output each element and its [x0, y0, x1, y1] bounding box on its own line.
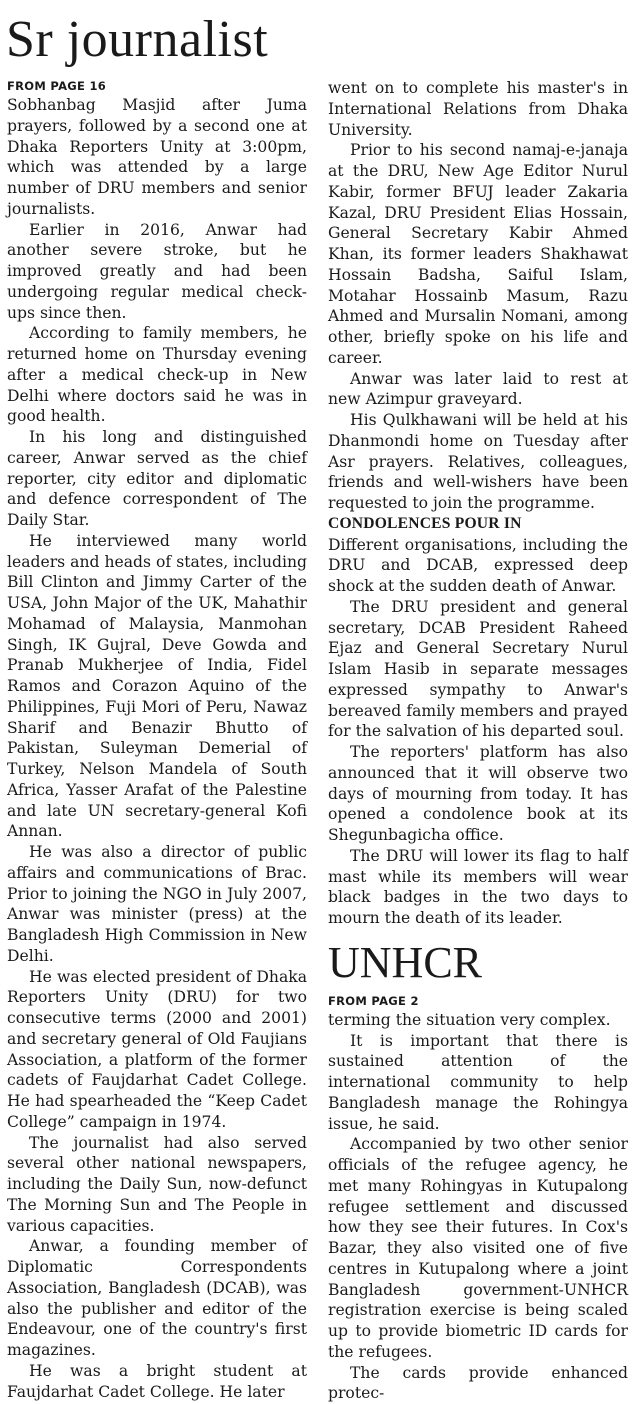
paragraph: The DRU president and general secretary, DCAB President Raheed Ejaz and General Secretary Nurul Islam Hasib in separate messages expressed sympathy to Anwar's bereaved family members and prayed for the salvation of his departed soul. — [328, 597, 628, 742]
paragraph: It is important that there is sustained attention of the international community to help Bangladesh manage the Rohingya issue, he said. — [328, 1031, 628, 1135]
story-headline: Sr journalist — [6, 10, 268, 70]
paragraph: He was also a director of public affairs and communications of Brac. Prior to joining the NGO in July 2007, Anwar was minister (press) at the Bangladesh High Commission in New Delhi. — [7, 842, 307, 967]
paragraph: Anwar was later laid to rest at new Azimpur graveyard. — [328, 369, 628, 411]
section-subhead: CONDOLENCES POUR IN — [328, 514, 628, 535]
paragraph: Prior to his second namaj-e-janaja at the DRU, New Age Editor Nurul Kabir, former BFUJ leader Zakaria Kazal, DRU President Elias Hossain, General Secretary Kabir Ahmed Khan, its former leaders Shakhawat Hossain Badsha, Saiful Islam, Motahar Hossainb Masum, Razu Ahmed and Mursalin Nomani, among other, briefly spoke on his life and career. — [328, 140, 628, 368]
paragraph: He interviewed many world leaders and heads of states, including Bill Clinton and Jimmy Carter of the USA, John Major of the UK, Mahathir Mohamad of Malaysia, Manmohan Singh, IK Gujral, Deve Gowda and Pranab Mukherjee of India, Fidel Ramos and Corazon Aquino of the Philippines, Fuji Mori of Peru, Nawaz Sharif and Benazir Bhutto of Pakistan, Suleyman Demerial of Turkey, Nelson Mandela of South Africa, Yasser Arafat of the Palestine and late UN secretary-general Kofi Annan. — [7, 531, 307, 842]
story-headline-unhcr: UNHCR — [328, 939, 628, 987]
paragraph: The DRU will lower its flag to half mast while its members will wear black badges in the two days to mourn the death of its leader. — [328, 846, 628, 929]
paragraph: According to family members, he returned home on Thursday evening after a medical check-up in New Delhi where doctors said he was in good health. — [7, 323, 307, 427]
paragraph: terming the situation very complex. — [328, 1010, 628, 1031]
paragraph: Earlier in 2016, Anwar had another severe stroke, but he improved greatly and had been undergoing regular medical check-ups since then. — [7, 220, 307, 324]
paragraph: Sobhanbag Masjid after Juma prayers, followed by a second one at Dhaka Reporters Unity at 3:00pm, which was attended by a large number of DRU members and senior journalists. — [7, 95, 307, 220]
left-column — [7, 78, 307, 1402]
right-column — [328, 78, 628, 1404]
paragraph: went on to complete his master's in International Relations from Dhaka University. — [328, 78, 628, 140]
paragraph: His Qulkhawani will be held at his Dhanmondi home on Tuesday after Asr prayers. Relatives, colleagues, friends and well-wishers have been requested to join the programme. — [328, 410, 628, 514]
paragraph: The journalist had also served several other national newspapers, including the Daily Sun, now-defunct The Morning Sun and The People in various capacities. — [7, 1133, 307, 1237]
paragraph: In his long and distinguished career, Anwar served as the chief reporter, city editor and diplomatic and defence correspondent of The Daily Star. — [7, 427, 307, 531]
jump-kicker: FROM PAGE 2 — [328, 993, 628, 1009]
paragraph: Different organisations, including the DRU and DCAB, expressed deep shock at the sudden death of Anwar. — [328, 535, 628, 597]
paragraph: Accompanied by two other senior officials of the refugee agency, he met many Rohingyas in Kutupalong refugee settlement and discussed how they see their futures. In Cox's Bazar, they also visited one of five centres in Kutupalong where a joint Bangladesh government-UNHCR registration exercise is being scaled up to provide biometric ID cards for the refugees. — [328, 1134, 628, 1362]
paragraph: He was a bright student at Faujdarhat Cadet College. He later — [7, 1361, 307, 1403]
paragraph: Anwar, a founding member of Diplomatic Correspondents Association, Bangladesh (DCAB), was also the publisher and editor of the Endeavour, one of the country's first magazines. — [7, 1236, 307, 1361]
jump-kicker: FROM PAGE 16 — [7, 78, 307, 94]
paragraph: He was elected president of Dhaka Reporters Unity (DRU) for two consecutive terms (2000 and 2001) and secretary general of Old Faujians Association, a platform of the former cadets of Faujdarhat Cadet College. He had spearheaded the “Keep Cadet College” campaign in 1974. — [7, 967, 307, 1133]
paragraph: The reporters' platform has also announced that it will observe two days of mourning from today. It has opened a condolence book at its Shegunbagicha office. — [328, 742, 628, 846]
paragraph: The cards provide enhanced protec- — [328, 1363, 628, 1404]
